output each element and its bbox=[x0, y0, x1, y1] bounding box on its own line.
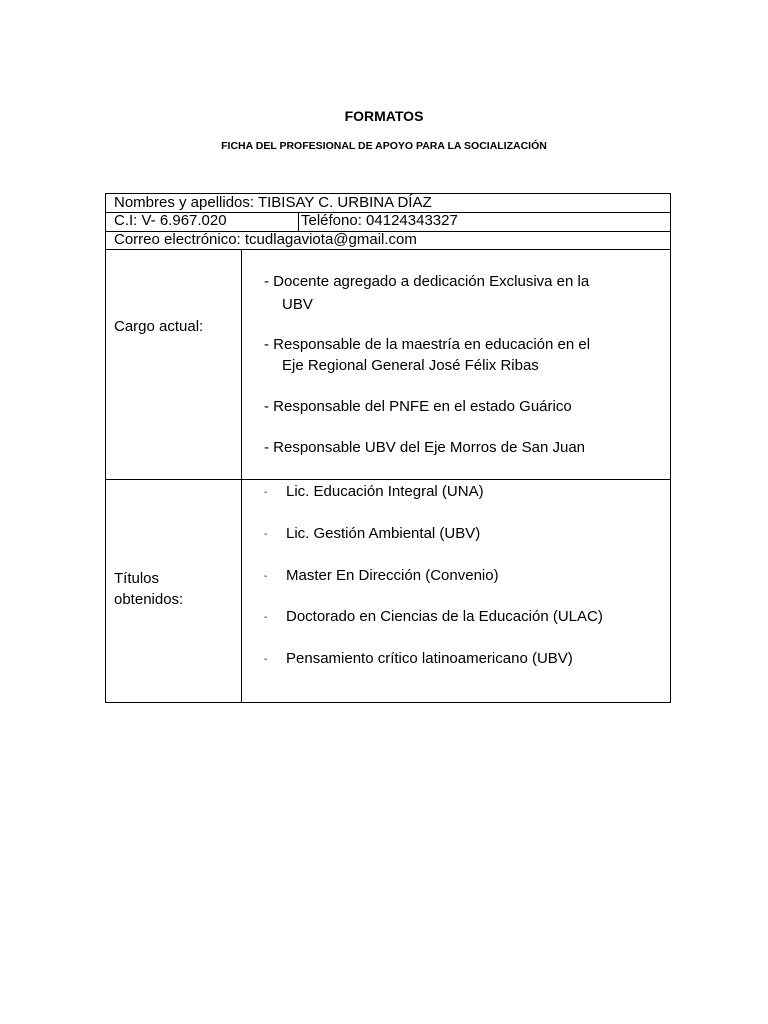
column-divider bbox=[241, 249, 242, 703]
cargo-item: - Responsable de la maestría en educación en el bbox=[264, 336, 591, 353]
cargo-item: - Docente agregado a dedicación Exclusiva en la bbox=[264, 273, 590, 290]
titulo-item: Lic. Educación Integral (UNA) bbox=[286, 483, 484, 500]
cargo-item: - Responsable del PNFE en el estado Guárico bbox=[264, 398, 572, 415]
cargo-item-cont: Eje Regional General José Félix Ribas bbox=[282, 357, 539, 374]
column-divider bbox=[298, 212, 299, 231]
phone-field: Teléfono: 04124343327 bbox=[301, 212, 458, 229]
page-subtitle: FICHA DEL PROFESIONAL DE APOYO PARA LA SOCIALIZACIÓN bbox=[221, 140, 547, 152]
titulo-item: Master En Dirección (Convenio) bbox=[286, 567, 499, 584]
row-divider bbox=[106, 479, 670, 480]
list-dash: - bbox=[264, 612, 268, 623]
list-dash: - bbox=[264, 571, 268, 582]
page-title: FORMATOS bbox=[344, 108, 424, 124]
list-dash: - bbox=[264, 529, 268, 540]
titulo-item: Pensamiento crítico latinoamericano (UBV) bbox=[286, 650, 573, 667]
row-divider bbox=[106, 249, 670, 250]
cargo-item-cont: UBV bbox=[282, 296, 313, 313]
titulos-label: obtenidos: bbox=[114, 591, 184, 608]
ci-field: C.I: V- 6.967.020 bbox=[114, 212, 227, 229]
email-field: Correo electrónico: tcudlagaviota@gmail.com bbox=[114, 231, 417, 248]
list-dash: - bbox=[264, 487, 268, 498]
name-field: Nombres y apellidos: TIBISAY C. URBINA DÍAZ bbox=[114, 194, 432, 211]
cargo-label: Cargo actual: bbox=[114, 318, 204, 335]
titulo-item: Lic. Gestión Ambiental (UBV) bbox=[286, 525, 481, 542]
titulo-item: Doctorado en Ciencias de la Educación (ULAC) bbox=[286, 608, 603, 625]
list-dash: - bbox=[264, 654, 268, 665]
titulos-label: Títulos bbox=[114, 570, 160, 587]
cargo-item: - Responsable UBV del Eje Morros de San Juan bbox=[264, 439, 586, 456]
profile-table bbox=[105, 193, 671, 703]
